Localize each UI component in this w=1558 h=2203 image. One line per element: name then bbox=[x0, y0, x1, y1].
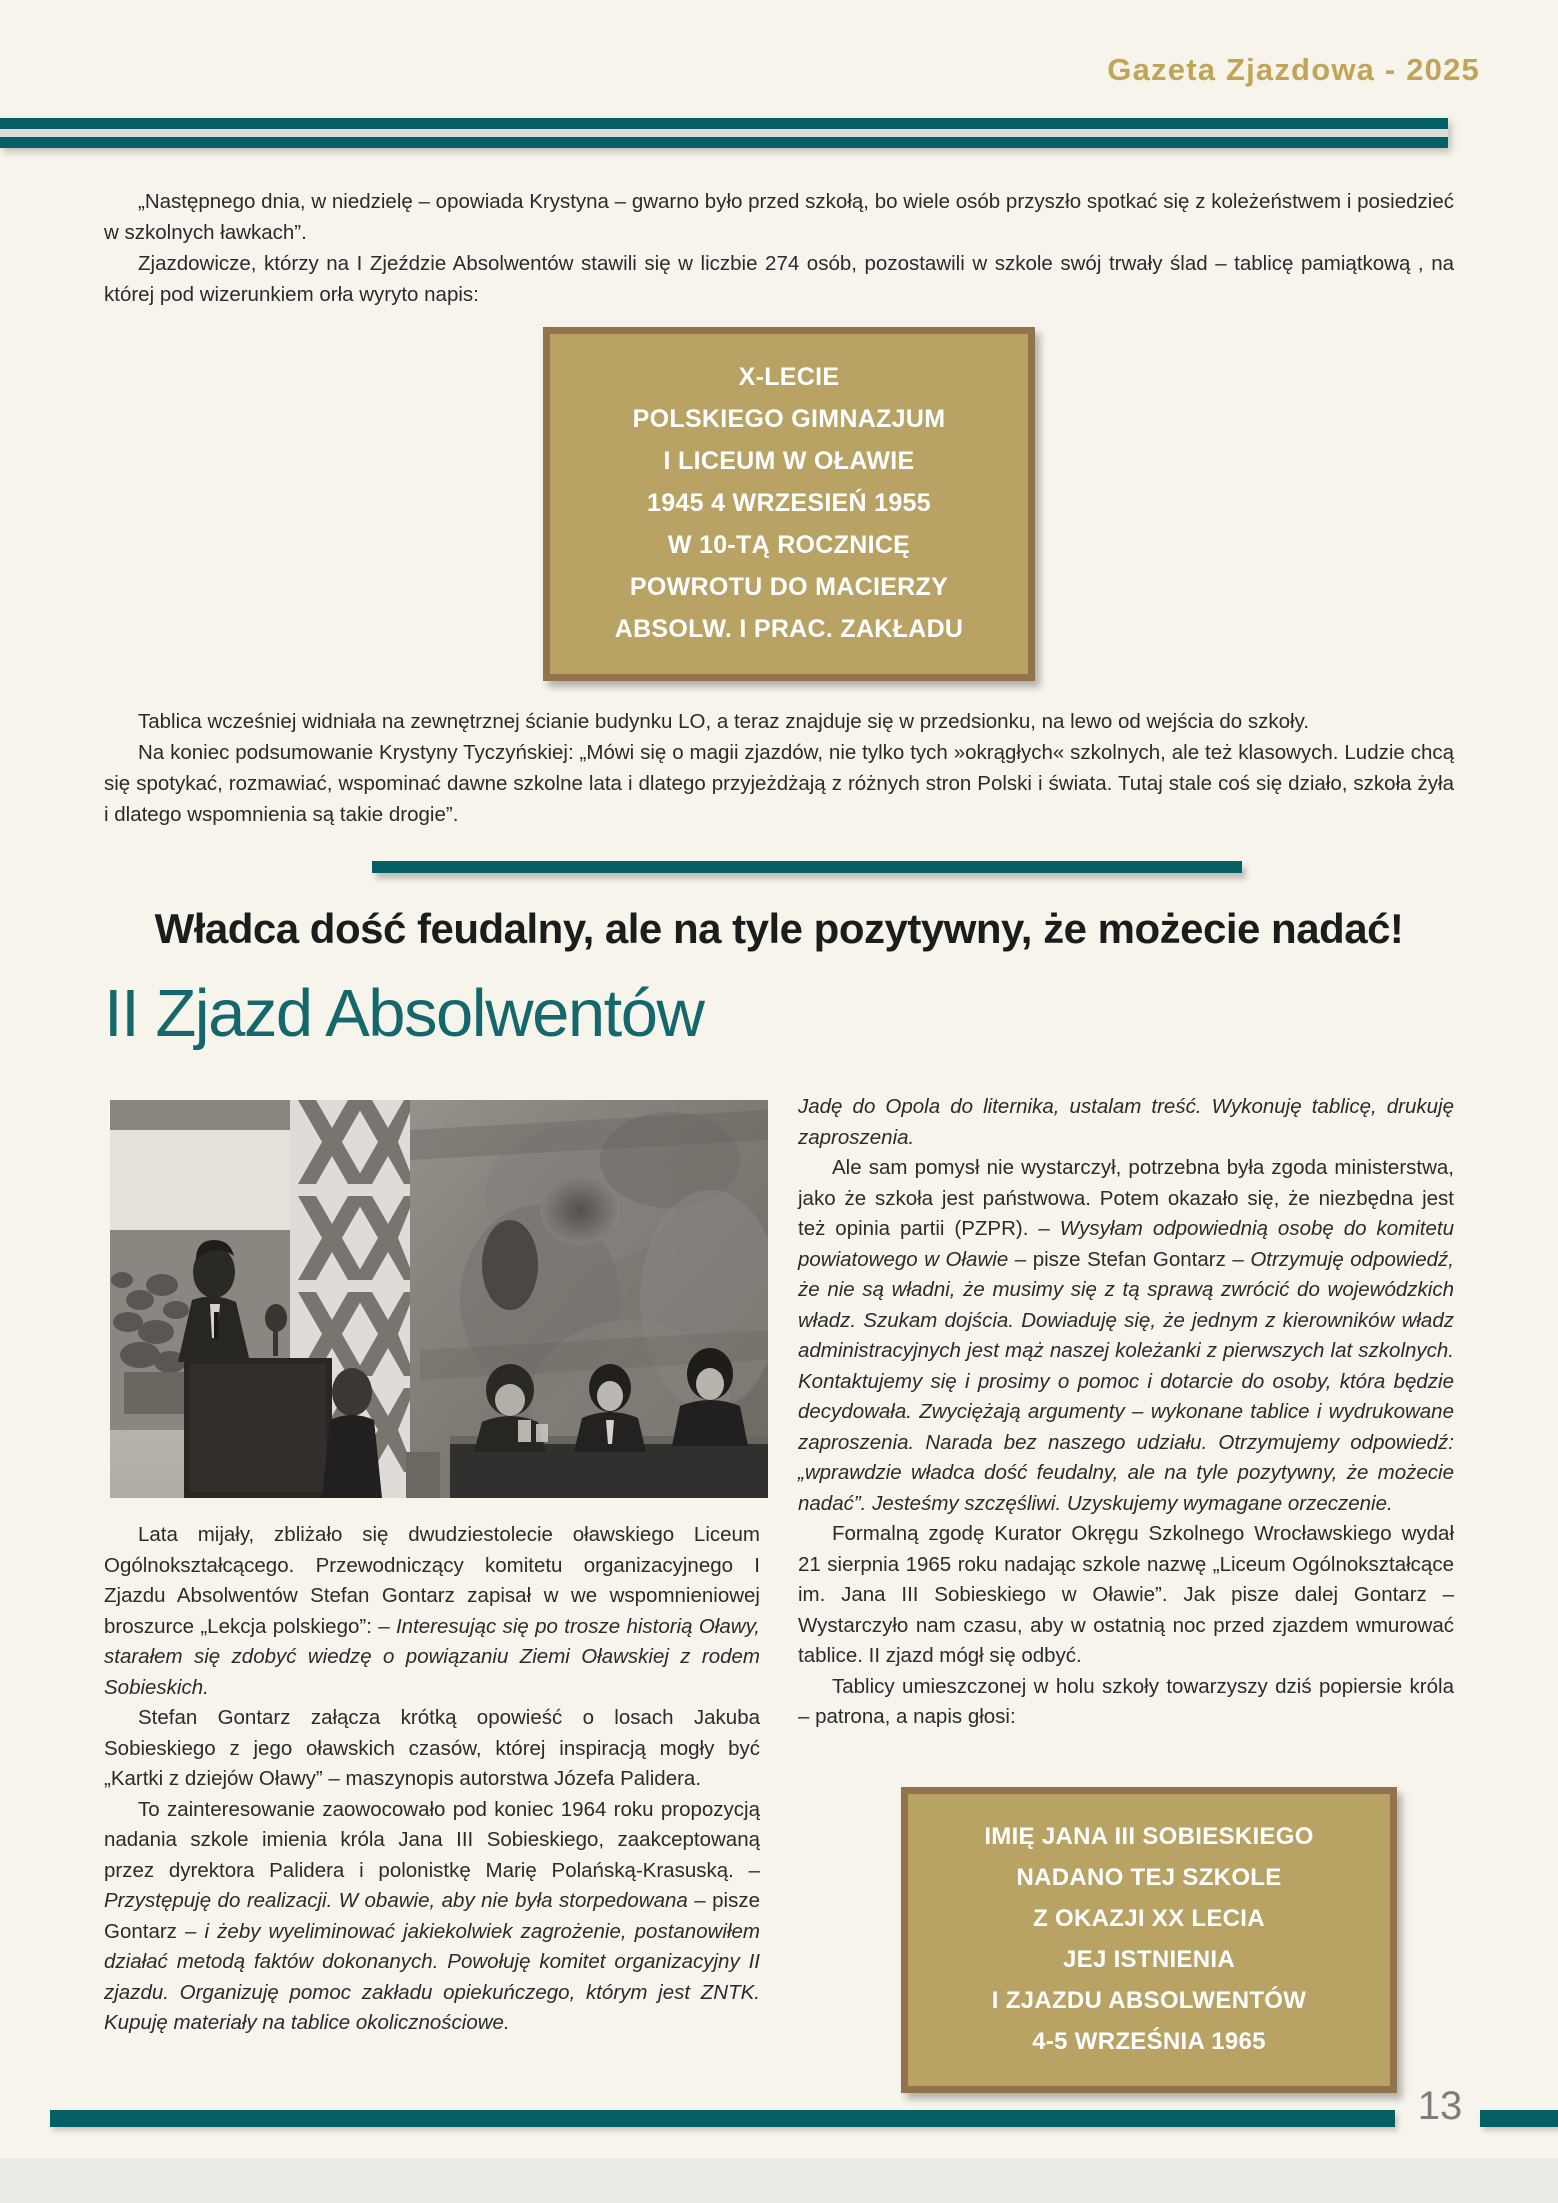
plaque-one-line-4: 1945 4 WRZESIEŃ 1955 bbox=[647, 489, 931, 517]
plaque-two-line-5: I ZJAZDU ABSOLWENTÓW bbox=[991, 1987, 1307, 2014]
page-number: 13 bbox=[1417, 2084, 1463, 2128]
right-p1-roman-a: Ale sam pomysł nie wystarczył, potrzebna była zgoda ministerstwa, jako że szkoła jest państwowa. Potem okazało się, że niezbędna jest też opinia partii (PZPR). – bbox=[798, 1156, 1454, 1240]
plaque-two-line-4: JEJ ISTNIENIA bbox=[1063, 1946, 1235, 1973]
commemorative-plaque-x-lecie bbox=[543, 327, 1035, 681]
right-p1-italic-1: Wysyłam odpowiednią osobę do komitetu powiatowego w Oławie bbox=[798, 1217, 1454, 1271]
intro-text-block bbox=[104, 186, 1454, 310]
left-p3-roman-b: – pisze Gontarz – bbox=[104, 1889, 760, 1943]
left-p1-roman: Lata mijały, zbliżało się dwudziestolecie oławskiego Liceum Ogólnokształcącego. Przewodniczący komitetu organizacyjnego I Zjazdu Absolwentów Stefan Gontarz zapisał w we wspomnieniowej broszurce „Lekcja polskiego”: – bbox=[104, 1523, 760, 1638]
right-paragraph-3: Tablicy umieszczonej w holu szkoły towarzyszy dziś popiersie króla – patrona, a napis głosi: bbox=[798, 1674, 1454, 1728]
plaque-one-line-1: X-LECIE bbox=[738, 363, 840, 391]
right-p0-italic: Jadę do Opola do liternika, ustalam treść. Wykonuję tablicę, drukuję zaproszenia. bbox=[798, 1095, 1454, 1149]
masthead-title: Gazeta Zjazdowa - 2025 bbox=[1107, 52, 1480, 87]
left-p3-roman-a: To zainteresowanie zaowocowało pod koniec 1964 roku propozycją nadania szkole imienia króla Jana III Sobieskiego, zaakceptowaną przez dyrektora Palidera i polonistkę Marię Polańską-Krasuską. – bbox=[104, 1797, 760, 1882]
left-paragraph-1 bbox=[104, 1520, 760, 1703]
plaque-one-line-6: POWROTU DO MACIERZY bbox=[629, 573, 949, 601]
header-rule-group bbox=[0, 118, 1448, 148]
footer-rule-right bbox=[1480, 2110, 1558, 2127]
intro-paragraph-2: Zjazdowicze, którzy na I Zjeździe Absolwentów stawili się w liczbie 274 osób, pozostawili w szkole swój trwały ślad – tablicę pamiątkową , na której pod wizerunkiem orła wyryto napis: bbox=[104, 252, 1454, 306]
plaque-two-inner bbox=[908, 1794, 1390, 2086]
article-right-column bbox=[798, 1092, 1454, 1733]
plaque-two-line-2: NADANO TEJ SZKOLE bbox=[1016, 1864, 1282, 1891]
article-left-column bbox=[104, 1520, 760, 2039]
section-subheading: Władca dość feudalny, ale na tyle pozytywny, że możecie nadać! bbox=[154, 905, 1404, 952]
right-paragraph-1 bbox=[798, 1153, 1454, 1519]
right-p1-roman-b: – pisze Stefan Gontarz bbox=[1008, 1247, 1233, 1271]
right-paragraph-0 bbox=[798, 1092, 1454, 1153]
plaque-two-line-6: 4-5 WRZEŚNIA 1965 bbox=[1032, 2028, 1266, 2055]
left-p3-italic-2: i żeby wyeliminować jakiekolwiek zagrożenie, postanowiłem działać metodą faktów dokonanych. Powołuję komitet organizacyjny II zjazdu. Organizuję pomoc zakładu opiekuńczego, którym jest ZNTK. Kupuję materiały na tablice okolicznościowe. bbox=[104, 1919, 760, 2034]
plaque-one-line-7: ABSOLW. I PRAC. ZAKŁADU bbox=[614, 615, 964, 643]
plaque-two-line-3: Z OKAZJI XX LECIA bbox=[1033, 1905, 1265, 1932]
footer-rule-left bbox=[50, 2110, 1395, 2127]
left-p1-italic: Interesując się po trosze historią Oławy, starałem się zdobyć wiedzę o powiązaniu Ziemi Oławskiej z rodem Sobieskich. bbox=[104, 1614, 760, 1699]
after-plaque-text-block bbox=[104, 706, 1454, 830]
left-paragraph-2: Stefan Gontarz załącza krótką opowieść o losach Jakuba Sobieskiego z jego oławskich czasów, której inspiracją mogły być „Kartki z dziejów Oławy” – maszynopis autorstwa Józefa Palidera. bbox=[104, 1706, 760, 1790]
left-p3-italic-1: Przystępuję do realizacji. W obawie, aby nie była storpedowana bbox=[104, 1889, 688, 1912]
plaque-one-line-2: POLSKIEGO GIMNAZJUM bbox=[632, 405, 946, 433]
plaque-one-line-5: W 10-TĄ ROCZNICĘ bbox=[667, 531, 911, 559]
header-rule-bottom bbox=[0, 137, 1448, 148]
photo-graphic bbox=[110, 1100, 768, 1498]
header-rule-top bbox=[0, 118, 1448, 129]
right-paragraph-2: Formalną zgodę Kurator Okręgu Szkolnego Wrocławskiego wydał 21 sierpnia 1965 roku nadając szkole nazwę „Liceum Ogólnokształcące im. Jana III Sobieskiego w Oławie”. Jak pisze dalej Gontarz – Wystarczyło nam czasu, aby w ostatnią noc przed zjazdem wmurować tablice. II zjazd mógł się odbyć. bbox=[798, 1522, 1454, 1667]
left-paragraph-3 bbox=[104, 1795, 760, 2039]
page-bottom-strip bbox=[0, 2158, 1558, 2203]
section-heading: II Zjazd Absolwentów bbox=[104, 976, 704, 1051]
plaque-two-line-1: IMIĘ JANA III SOBIESKIEGO bbox=[984, 1823, 1314, 1850]
after-plaque-paragraph-2: Na koniec podsumowanie Krystyny Tyczyńskiej: „Mówi się o magii zjazdów, nie tylko tych »okrągłych« szkolnych, ale też klasowych. Ludzie chcą się spotykać, rozmawiać, wspominać dawne szkolne lata i dlatego przyjeżdżają z różnych stron Polski i świata. Tutaj stale coś się działo, szkoła żyła i dlatego wspomnienia są takie drogie”. bbox=[104, 741, 1454, 826]
after-plaque-paragraph-1: Tablica wcześniej widniała na zewnętrznej ścianie budynku LO, a teraz znajduje się w przedsionku, na lewo od wejścia do szkoły. bbox=[138, 710, 1310, 733]
section-divider-rule bbox=[372, 861, 1242, 873]
intro-paragraph-1: „Następnego dnia, w niedzielę – opowiada Krystyna – gwarno było przed szkołą, bo wiele osób przyszło spotkać się z koleżeństwem i posiedzieć w szkolnych ławkach”. bbox=[104, 190, 1454, 244]
right-p1-italic-2: – Otrzymuję odpowiedź, że nie są władni, że musimy się z tą sprawą zwrócić do wojewódzkich władz. Szukam dojścia. Dowiaduję się, że jednym z kierowników władz administracyjnych jest mąż naszej koleżanki z pierwszych lat szkolnych. Kontaktujemy się i prosimy o pomoc i dotarcie do osoby, która będzie decydowała. Zwyciężają argumenty – wykonane tablice i wydrukowane zaproszenia. Narada bez naszego udziału. Otrzymujemy odpowiedź: „wprawdzie władca dość feudalny, ale na tyle pozytywny, że możecie nadać”. Jesteśmy szczęśliwi. Uzyskujemy wymagane orzeczenie. bbox=[798, 1247, 1454, 1515]
historic-assembly-photo bbox=[110, 1100, 768, 1498]
plaque-one-line-3: I LICEUM W OŁAWIE bbox=[663, 447, 915, 475]
commemorative-plaque-jana-iii bbox=[901, 1787, 1397, 2093]
plaque-one-inner bbox=[550, 334, 1028, 674]
header-rule-gap bbox=[0, 129, 1448, 137]
